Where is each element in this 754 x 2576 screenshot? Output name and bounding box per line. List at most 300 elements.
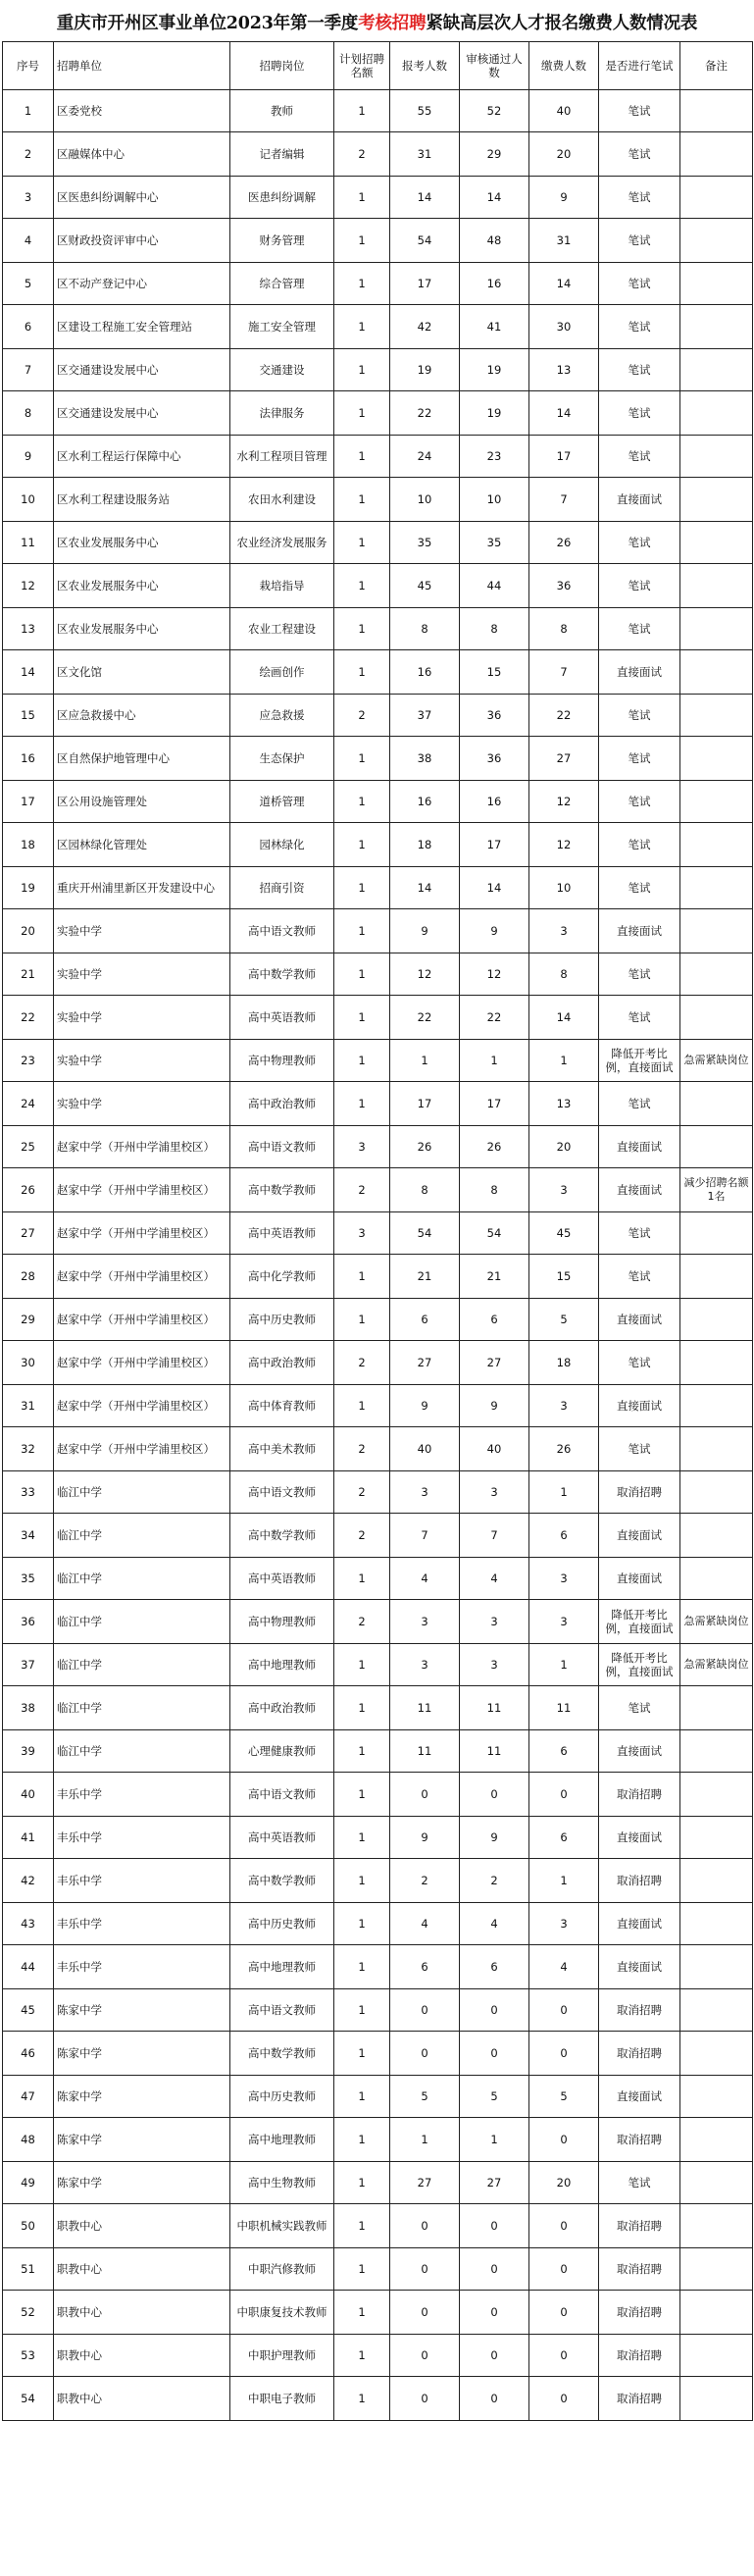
cell-unit: 赵家中学（开州中学浦里校区） [54, 1341, 230, 1385]
cell-plan: 1 [334, 219, 390, 263]
cell-applicants: 3 [390, 1600, 460, 1644]
cell-applicants: 0 [390, 2377, 460, 2421]
cell-no: 37 [3, 1644, 54, 1686]
table-row [3, 1514, 753, 1558]
cell-note [680, 1859, 753, 1903]
cell-paid: 3 [529, 1558, 599, 1600]
cell-plan: 1 [334, 391, 390, 436]
table-row [3, 1644, 753, 1686]
cell-unit: 实验中学 [54, 953, 230, 996]
cell-no: 19 [3, 867, 54, 909]
cell-plan: 1 [334, 737, 390, 781]
cell-post: 高中历史教师 [230, 1903, 334, 1945]
cell-unit: 区园林绿化管理处 [54, 823, 230, 867]
cell-applicants: 0 [390, 2291, 460, 2335]
cell-paid: 4 [529, 1945, 599, 1989]
cell-unit: 区融媒体中心 [54, 132, 230, 177]
cell-no: 8 [3, 391, 54, 436]
cell-no: 52 [3, 2291, 54, 2335]
table-row [3, 2377, 753, 2421]
cell-applicants: 12 [390, 953, 460, 996]
cell-passed: 17 [460, 1082, 529, 1126]
cell-passed: 48 [460, 219, 529, 263]
cell-plan: 1 [334, 1255, 390, 1299]
cell-no: 9 [3, 436, 54, 478]
cell-applicants: 11 [390, 1686, 460, 1730]
cell-passed: 26 [460, 1126, 529, 1168]
cell-plan: 1 [334, 781, 390, 823]
cell-unit: 陈家中学 [54, 2118, 230, 2162]
cell-passed: 11 [460, 1730, 529, 1773]
cell-passed: 21 [460, 1255, 529, 1299]
cell-no: 51 [3, 2248, 54, 2291]
cell-paid: 3 [529, 909, 599, 953]
cell-paid: 6 [529, 1514, 599, 1558]
cell-post: 高中语文教师 [230, 1471, 334, 1514]
cell-passed: 4 [460, 1558, 529, 1600]
table-row [3, 781, 753, 823]
cell-unit: 区交通建设发展中心 [54, 391, 230, 436]
table-row [3, 522, 753, 564]
cell-passed: 0 [460, 2335, 529, 2377]
cell-post: 中职护理教师 [230, 2335, 334, 2377]
cell-exam: 笔试 [599, 1686, 680, 1730]
cell-no: 30 [3, 1341, 54, 1385]
cell-plan: 1 [334, 1040, 390, 1082]
cell-applicants: 1 [390, 2118, 460, 2162]
cell-paid: 22 [529, 695, 599, 737]
cell-unit: 实验中学 [54, 909, 230, 953]
cell-passed: 9 [460, 909, 529, 953]
cell-paid: 12 [529, 781, 599, 823]
cell-unit: 陈家中学 [54, 1989, 230, 2032]
cell-applicants: 3 [390, 1644, 460, 1686]
cell-paid: 20 [529, 1126, 599, 1168]
cell-exam: 直接面试 [599, 1514, 680, 1558]
cell-exam: 笔试 [599, 1212, 680, 1255]
cell-post: 高中历史教师 [230, 1299, 334, 1341]
cell-plan: 1 [334, 2291, 390, 2335]
table-row [3, 1385, 753, 1427]
cell-passed: 2 [460, 1859, 529, 1903]
cell-unit: 临江中学 [54, 1514, 230, 1558]
table-row [3, 996, 753, 1040]
cell-exam: 笔试 [599, 996, 680, 1040]
cell-plan: 1 [334, 436, 390, 478]
cell-passed: 10 [460, 478, 529, 522]
cell-plan: 1 [334, 1817, 390, 1859]
cell-passed: 36 [460, 695, 529, 737]
cell-no: 33 [3, 1471, 54, 1514]
cell-no: 3 [3, 177, 54, 219]
cell-exam: 直接面试 [599, 478, 680, 522]
cell-passed: 27 [460, 1341, 529, 1385]
cell-applicants: 19 [390, 349, 460, 391]
cell-paid: 3 [529, 1903, 599, 1945]
cell-exam: 取消招聘 [599, 1989, 680, 2032]
header-no: 序号 [3, 42, 54, 90]
cell-plan: 1 [334, 996, 390, 1040]
cell-no: 38 [3, 1686, 54, 1730]
table-row [3, 219, 753, 263]
cell-no: 25 [3, 1126, 54, 1168]
cell-post: 高中历史教师 [230, 2076, 334, 2118]
cell-plan: 1 [334, 478, 390, 522]
table-row [3, 2032, 753, 2076]
header-paid: 缴费人数 [529, 42, 599, 90]
cell-plan: 1 [334, 1299, 390, 1341]
cell-paid: 9 [529, 177, 599, 219]
cell-note [680, 1817, 753, 1859]
cell-plan: 2 [334, 132, 390, 177]
cell-exam: 笔试 [599, 349, 680, 391]
cell-passed: 19 [460, 391, 529, 436]
cell-exam: 直接面试 [599, 1126, 680, 1168]
cell-applicants: 24 [390, 436, 460, 478]
cell-no: 42 [3, 1859, 54, 1903]
cell-paid: 5 [529, 2076, 599, 2118]
cell-no: 1 [3, 90, 54, 132]
cell-passed: 4 [460, 1903, 529, 1945]
cell-note [680, 608, 753, 650]
cell-applicants: 16 [390, 781, 460, 823]
cell-unit: 职教中心 [54, 2248, 230, 2291]
cell-no: 20 [3, 909, 54, 953]
cell-plan: 2 [334, 1168, 390, 1212]
cell-plan: 1 [334, 1945, 390, 1989]
cell-exam: 直接面试 [599, 1817, 680, 1859]
cell-plan: 1 [334, 1644, 390, 1686]
table-row [3, 1168, 753, 1212]
cell-applicants: 4 [390, 1558, 460, 1600]
cell-applicants: 16 [390, 650, 460, 695]
table-row [3, 737, 753, 781]
cell-exam: 笔试 [599, 263, 680, 305]
cell-applicants: 42 [390, 305, 460, 349]
cell-no: 31 [3, 1385, 54, 1427]
cell-passed: 16 [460, 263, 529, 305]
cell-paid: 3 [529, 1168, 599, 1212]
cell-paid: 3 [529, 1385, 599, 1427]
cell-exam: 取消招聘 [599, 2204, 680, 2248]
cell-exam: 取消招聘 [599, 1859, 680, 1903]
cell-paid: 5 [529, 1299, 599, 1341]
cell-no: 28 [3, 1255, 54, 1299]
cell-paid: 12 [529, 823, 599, 867]
cell-note [680, 2248, 753, 2291]
table-row [3, 1212, 753, 1255]
document-title [2, 6, 752, 41]
cell-paid: 0 [529, 2032, 599, 2076]
cell-unit: 区委党校 [54, 90, 230, 132]
cell-unit: 区医患纠纷调解中心 [54, 177, 230, 219]
cell-unit: 区农业发展服务中心 [54, 608, 230, 650]
cell-note [680, 2291, 753, 2335]
cell-no: 15 [3, 695, 54, 737]
cell-exam: 笔试 [599, 1341, 680, 1385]
cell-unit: 临江中学 [54, 1644, 230, 1686]
cell-unit: 赵家中学（开州中学浦里校区） [54, 1168, 230, 1212]
cell-exam: 降低开考比例，直接面试 [599, 1040, 680, 1082]
cell-applicants: 37 [390, 695, 460, 737]
cell-note [680, 1471, 753, 1514]
cell-post: 招商引资 [230, 867, 334, 909]
cell-unit: 赵家中学（开州中学浦里校区） [54, 1427, 230, 1471]
title-prefix: 重庆市开州区事业单位2023年第一季度 [56, 14, 359, 33]
cell-paid: 45 [529, 1212, 599, 1255]
cell-exam: 笔试 [599, 737, 680, 781]
cell-unit: 陈家中学 [54, 2162, 230, 2204]
cell-post: 农业工程建设 [230, 608, 334, 650]
cell-applicants: 22 [390, 391, 460, 436]
cell-applicants: 0 [390, 2335, 460, 2377]
cell-unit: 区自然保护地管理中心 [54, 737, 230, 781]
cell-passed: 14 [460, 177, 529, 219]
cell-note [680, 781, 753, 823]
cell-note [680, 305, 753, 349]
cell-exam: 取消招聘 [599, 2335, 680, 2377]
cell-passed: 3 [460, 1644, 529, 1686]
cell-passed: 3 [460, 1600, 529, 1644]
cell-paid: 26 [529, 522, 599, 564]
cell-applicants: 38 [390, 737, 460, 781]
cell-note [680, 1558, 753, 1600]
cell-unit: 临江中学 [54, 1730, 230, 1773]
cell-post: 中职康复技术教师 [230, 2291, 334, 2335]
table-row [3, 2291, 753, 2335]
cell-plan: 1 [334, 2204, 390, 2248]
cell-unit: 职教中心 [54, 2335, 230, 2377]
cell-exam: 笔试 [599, 177, 680, 219]
cell-note [680, 132, 753, 177]
table-row [3, 436, 753, 478]
cell-applicants: 3 [390, 1471, 460, 1514]
table-row [3, 1903, 753, 1945]
cell-note [680, 953, 753, 996]
cell-note [680, 391, 753, 436]
cell-unit: 区水利工程运行保障中心 [54, 436, 230, 478]
cell-post: 高中政治教师 [230, 1341, 334, 1385]
cell-note [680, 737, 753, 781]
cell-plan: 1 [334, 1686, 390, 1730]
cell-post: 记者编辑 [230, 132, 334, 177]
cell-post: 农业经济发展服务 [230, 522, 334, 564]
cell-exam: 笔试 [599, 953, 680, 996]
cell-plan: 1 [334, 2377, 390, 2421]
cell-paid: 17 [529, 436, 599, 478]
cell-unit: 区应急救援中心 [54, 695, 230, 737]
cell-post: 高中语文教师 [230, 1126, 334, 1168]
cell-passed: 12 [460, 953, 529, 996]
table-row [3, 2162, 753, 2204]
cell-exam: 直接面试 [599, 650, 680, 695]
cell-note [680, 2204, 753, 2248]
cell-applicants: 14 [390, 177, 460, 219]
cell-unit: 区不动产登记中心 [54, 263, 230, 305]
cell-no: 44 [3, 1945, 54, 1989]
cell-paid: 36 [529, 564, 599, 608]
cell-unit: 陈家中学 [54, 2076, 230, 2118]
cell-applicants: 2 [390, 1859, 460, 1903]
cell-no: 49 [3, 2162, 54, 2204]
cell-applicants: 9 [390, 909, 460, 953]
cell-note [680, 90, 753, 132]
cell-applicants: 0 [390, 1989, 460, 2032]
cell-note [680, 1299, 753, 1341]
cell-no: 7 [3, 349, 54, 391]
cell-exam: 笔试 [599, 564, 680, 608]
cell-post: 高中数学教师 [230, 2032, 334, 2076]
cell-paid: 3 [529, 1600, 599, 1644]
cell-applicants: 0 [390, 2248, 460, 2291]
cell-post: 中职汽修教师 [230, 2248, 334, 2291]
cell-post: 高中生物教师 [230, 2162, 334, 2204]
cell-passed: 5 [460, 2076, 529, 2118]
cell-no: 17 [3, 781, 54, 823]
cell-note [680, 478, 753, 522]
cell-exam: 直接面试 [599, 1903, 680, 1945]
table-row [3, 909, 753, 953]
table-row [3, 953, 753, 996]
cell-plan: 1 [334, 1558, 390, 1600]
table-row [3, 695, 753, 737]
cell-exam: 取消招聘 [599, 1471, 680, 1514]
cell-post: 交通建设 [230, 349, 334, 391]
cell-plan: 1 [334, 2335, 390, 2377]
cell-post: 高中数学教师 [230, 1168, 334, 1212]
cell-plan: 1 [334, 953, 390, 996]
cell-no: 2 [3, 132, 54, 177]
cell-note [680, 1989, 753, 2032]
cell-applicants: 14 [390, 867, 460, 909]
cell-note: 急需紧缺岗位 [680, 1600, 753, 1644]
table-row [3, 132, 753, 177]
cell-plan: 1 [334, 2248, 390, 2291]
cell-passed: 9 [460, 1385, 529, 1427]
cell-plan: 1 [334, 1773, 390, 1817]
cell-plan: 2 [334, 1471, 390, 1514]
table-row [3, 1558, 753, 1600]
cell-exam: 取消招聘 [599, 2377, 680, 2421]
cell-applicants: 4 [390, 1903, 460, 1945]
cell-exam: 直接面试 [599, 1168, 680, 1212]
cell-exam: 笔试 [599, 608, 680, 650]
cell-exam: 直接面试 [599, 2076, 680, 2118]
cell-no: 10 [3, 478, 54, 522]
title-highlight: 考核招聘 [358, 14, 427, 33]
cell-unit: 丰乐中学 [54, 1903, 230, 1945]
cell-no: 48 [3, 2118, 54, 2162]
table-row [3, 1471, 753, 1514]
cell-applicants: 5 [390, 2076, 460, 2118]
table-row [3, 305, 753, 349]
cell-exam: 笔试 [599, 219, 680, 263]
cell-note [680, 349, 753, 391]
cell-post: 高中美术教师 [230, 1427, 334, 1471]
cell-note [680, 2335, 753, 2377]
cell-exam: 直接面试 [599, 909, 680, 953]
cell-post: 高中物理教师 [230, 1040, 334, 1082]
cell-post: 高中语文教师 [230, 909, 334, 953]
cell-paid: 8 [529, 608, 599, 650]
table-row [3, 1773, 753, 1817]
cell-no: 6 [3, 305, 54, 349]
cell-unit: 丰乐中学 [54, 1945, 230, 1989]
cell-post: 高中物理教师 [230, 1600, 334, 1644]
cell-plan: 2 [334, 1341, 390, 1385]
cell-no: 29 [3, 1299, 54, 1341]
cell-passed: 40 [460, 1427, 529, 1471]
cell-unit: 区农业发展服务中心 [54, 522, 230, 564]
cell-no: 5 [3, 263, 54, 305]
table-row [3, 349, 753, 391]
cell-paid: 0 [529, 2291, 599, 2335]
cell-no: 11 [3, 522, 54, 564]
cell-exam: 笔试 [599, 132, 680, 177]
cell-passed: 23 [460, 436, 529, 478]
cell-no: 24 [3, 1082, 54, 1126]
cell-passed: 17 [460, 823, 529, 867]
cell-post: 高中英语教师 [230, 1817, 334, 1859]
cell-exam: 笔试 [599, 1427, 680, 1471]
cell-no: 4 [3, 219, 54, 263]
cell-paid: 10 [529, 867, 599, 909]
cell-note [680, 522, 753, 564]
cell-passed: 0 [460, 2248, 529, 2291]
cell-passed: 27 [460, 2162, 529, 2204]
table-body [3, 90, 753, 2421]
table-row [3, 1341, 753, 1385]
cell-no: 27 [3, 1212, 54, 1255]
registration-table [2, 41, 753, 2421]
cell-post: 高中政治教师 [230, 1082, 334, 1126]
table-row [3, 478, 753, 522]
cell-note [680, 1385, 753, 1427]
cell-unit: 区建设工程施工安全管理站 [54, 305, 230, 349]
table-row [3, 2118, 753, 2162]
cell-no: 14 [3, 650, 54, 695]
cell-unit: 赵家中学（开州中学浦里校区） [54, 1126, 230, 1168]
table-row [3, 1040, 753, 1082]
cell-post: 水利工程项目管理 [230, 436, 334, 478]
cell-paid: 18 [529, 1341, 599, 1385]
cell-passed: 29 [460, 132, 529, 177]
cell-unit: 实验中学 [54, 996, 230, 1040]
cell-note [680, 650, 753, 695]
cell-post: 高中化学教师 [230, 1255, 334, 1299]
cell-plan: 1 [334, 823, 390, 867]
cell-unit: 临江中学 [54, 1600, 230, 1644]
cell-post: 高中语文教师 [230, 1773, 334, 1817]
cell-paid: 26 [529, 1427, 599, 1471]
cell-note [680, 2076, 753, 2118]
cell-post: 中职电子教师 [230, 2377, 334, 2421]
cell-exam: 取消招聘 [599, 2118, 680, 2162]
cell-unit: 赵家中学（开州中学浦里校区） [54, 1212, 230, 1255]
cell-post: 财务管理 [230, 219, 334, 263]
table-row [3, 391, 753, 436]
cell-exam: 笔试 [599, 305, 680, 349]
cell-post: 高中数学教师 [230, 1514, 334, 1558]
cell-applicants: 6 [390, 1945, 460, 1989]
cell-unit: 实验中学 [54, 1082, 230, 1126]
cell-passed: 8 [460, 608, 529, 650]
table-row [3, 650, 753, 695]
table-row [3, 90, 753, 132]
cell-paid: 11 [529, 1686, 599, 1730]
cell-post: 医患纠纷调解 [230, 177, 334, 219]
cell-note [680, 1945, 753, 1989]
